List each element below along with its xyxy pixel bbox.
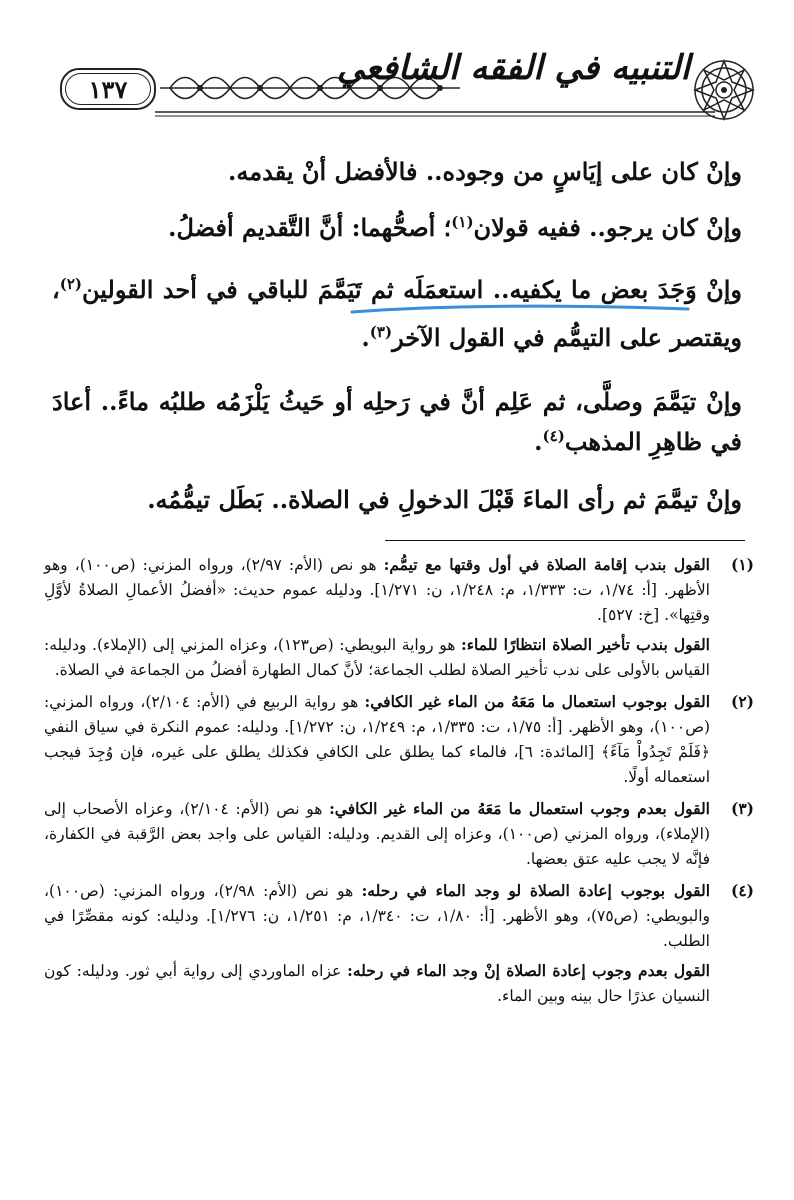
footnote-4 [44,878,754,1009]
footnote-number: (٣) [730,799,754,818]
paragraph-1: وإنْ كان على إيَاسٍ من وجوده.. فالأفضل أنْ يقدمه. [228,157,742,186]
header-rule-icon [155,110,715,118]
footnote-number: (١) [730,555,754,574]
footnote-2 [44,689,754,790]
highlight-underline [350,302,690,316]
footnote-ref-4[interactable]: (٤) [542,427,565,445]
rosette-ornament-icon [692,58,756,122]
paragraph-2: وإنْ كان يرجو.. ففيه قولان$^{(١)}$؛ أصحُّهما: أنَّ التَّقديم أفضلُ. [168,213,742,242]
footnote-paragraph: القول بعدم وجوب استعمال ما مَعَهُ من الماء غير الكافي: هو نص (الأم: ٢/١٠٤)، وعزاه الأصحاب إلى (الإملاء)، ورواه المزني (ص١٠٠)، وعزاه إلى القديم. ودليله: القياس على واجد بعض الرَّقبة في الكفارة، فإنَّه لا يجب عليه عتق بعضها. [44,799,710,868]
footnote-3 [44,796,754,872]
footnote-paragraph: القول بعدم وجوب إعادة الصلاة إنْ وجد الماء في رحله: عزاه الماوردي إلى رواية أبي ثور. ودليله: كون النسيان عذرًا حال بينه وبين الماء. [44,961,710,1005]
footnote-ref-2[interactable]: (٢) [59,275,83,293]
footnotes [44,552,754,1009]
footnote-paragraph: القول بندب تأخير الصلاة انتظارًا للماء: هو رواية البويطي: (ص١٢٣)، وعزاه المزني إلى (الإملاء). ودليله: القياس بالأولى على ندب تأخير الصلاة لطلب الجماعة؛ لأنَّ كمال الطهارة أفضلُ من الجماعة في الصلاة. [44,635,710,679]
book-title: التنبيه في الفقه الشافعي [336,48,690,88]
footnote-separator [385,540,745,541]
footnote-number: (٤) [730,881,754,900]
paragraph-5: وإنْ تيمَّمَ ثم رأى الماءَ قَبْلَ الدخولِ في الصلاة.. بَطَل تيمُّمُه. [147,485,742,514]
footnote-ref-3[interactable]: (٣) [369,323,393,341]
page-number-frame [60,68,156,110]
main-text [52,150,742,522]
page-header [40,40,775,130]
footnote-paragraph: القول بوجوب إعادة الصلاة لو وجد الماء في رحله: هو نص (الأم: ٢/٩٨)، ورواه المزني: (ص١٠٠)، والبويطي: (ص٧٥)، وهو الأظهر. [أ: ١/٨٠، ت: ١/٣٤٠، م: ١/٢٥١، ن: ١/٢٧٦]. ودليله: كونه مقصِّرًا في الطلب. [44,881,710,950]
paragraph-3: وإنْ وَجَدَ بعض ما يكفيه.. استعمَلَه ثم تَيَمَّمَ للباقي في أحد القولين$^{(٢)}$، ويقتصر على التيمُّم في القول الآخر$^{(٣)}$. [52,275,742,352]
footnote-paragraph: القول بوجوب استعمال ما مَعَهُ من الماء غير الكافي: هو رواية الربيع في (الأم: ٢/١٠٤)، ورواه المزني: (ص١٠٠)، وهو الأظهر. [أ: ١/٧٥، ت: ١/٣٣٥، م: ١/٢٤٩، ن: ١/٢٧٢]. ودليله: عموم النكرة في سياق النفي ﴿فَلَمْ تَجِدُواْ مَآءً﴾ [المائدة: ٦]، فالماء كما يطلق على الكافي فكذلك يطلق على غيره، فإن وُجِدَ فيجب استعماله أولًا. [44,692,711,786]
footnote-1 [44,552,754,683]
page-number: ١٣٧ [88,74,128,104]
footnote-paragraph: القول بندب إقامة الصلاة في أول وقتها مع تيمُّم: هو نص (الأم: ٢/٩٧)، ورواه المزني: (ص١٠٠)، وهو الأظهر. [أ: ١/٧٤، ت: ١/٣٣٣، م: ١/٢٤٨، ن: ١/٢٧١]. ودليله عموم حديث: «أفضلُ الأعمالِ الصلاةُ لأوَّلِ وقتِها». [خ: ٥٢٧]. [44,555,710,624]
footnote-number: (٢) [730,692,754,711]
footnote-ref-1[interactable]: (١) [451,213,474,231]
paragraph-4: وإنْ تيَمَّمَ وصلَّى، ثم عَلِم أنَّ في رَحلِه أو حَيثُ يَلْزَمُه طلبُه ماءً.. أعادَ في ظاهِرِ المذهب$^{(٤)}$. [52,387,742,456]
